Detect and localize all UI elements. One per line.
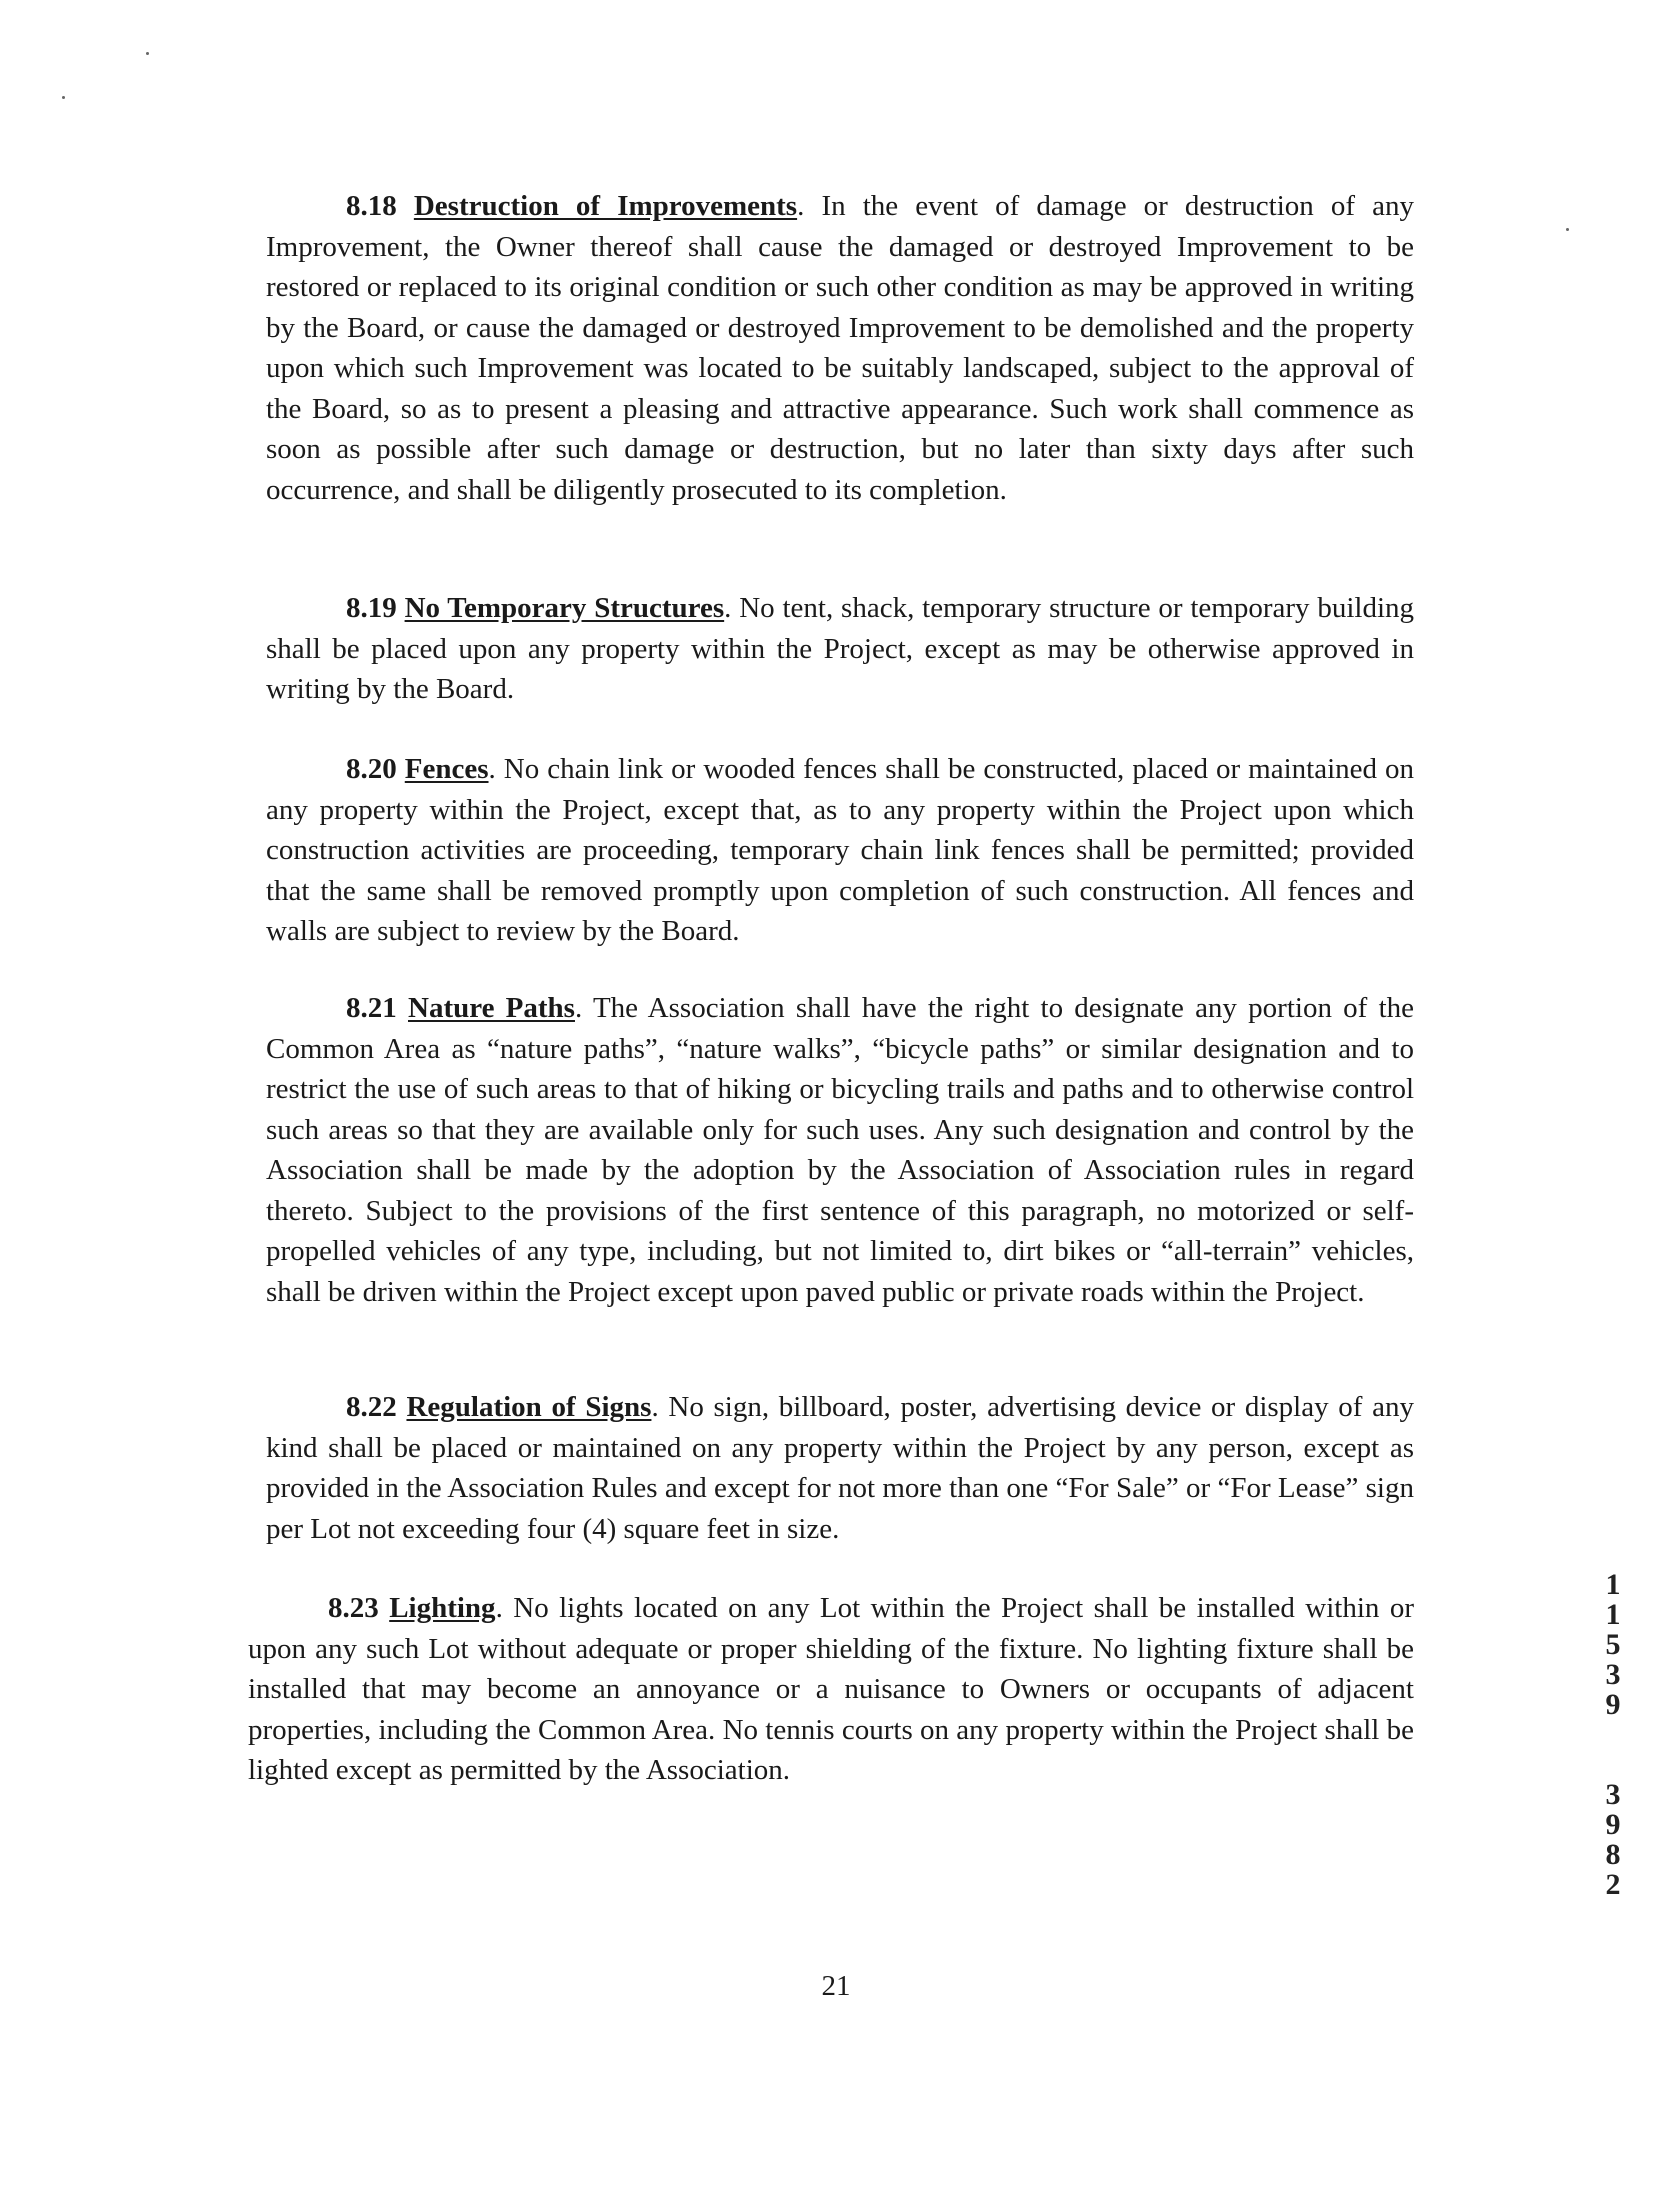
section-8-22: 8.22 Regulation of Signs. No sign, billboard, poster, advertising device or display of any kind shall be placed or maintained on any property within the Project by any person, except as provided in the Association Rules and except for not more than one “For Sale” or “For Lease” sign per Lot not exceeding four (4) square feet in size. [266, 1391, 1415, 1545]
section-8-21: 8.21 Nature Paths. The Association shall have the right to designate any portion of the Common Area as “nature paths”, “nature walks”, “bicycle paths” or similar designation and to restrict the use of such areas to that of hiking or bicycling trails and paths and to otherwise control such areas so that they are available only for such uses. Any such designation and control by the Association shall be made by the adoption by the Association of Association rules in regard thereto. Subject to the provisions of the first sentence of this paragraph, no motorized or self-propelled vehicles of any type, including, but not limited to, dirt bikes or “all-terrain” vehicles, shall be driven within the Project except upon paved public or private roads within the Project. [266, 992, 1415, 1308]
section-8-19: 8.19 No Temporary Structures. No tent, shack, temporary structure or temporary building shall be placed upon any property within the Project, except as may be otherwise approved in writing by the Board. [266, 592, 1415, 705]
section-8-18: 8.18 Destruction of Improvements. In the event of damage or destruction of any Improvement, the Owner thereof shall cause the damaged or destroyed Improvement to be restored or replaced to its original condition or such other condition as may be approved in writing by the Board, or cause the damaged or destroyed Improvement to be demolished and the property upon which such Improvement was located to be suitably landscaped, subject to the approval of the Board, so as to present a pleasing and attractive appearance. Such work shall commence as soon as possible after such damage or destruction, but no later than sixty days after such occurrence, and shall be diligently prosecuted to its completion. [266, 190, 1415, 506]
section-body: No chain link or wooded fences shall be constructed, placed or maintained on any property within the Project, except that, as to any property within the Project upon which construction activities are proceeding, temporary chain link fences shall be permitted; provided that the same shall be removed promptly upon completion of such construction. All fences and walls are subject to review by the Board. [266, 753, 1415, 947]
section-8-23: 8.23 Lighting. No lights located on any Lot within the Project shall be installed within or upon any such Lot without adequate or proper shielding of the fixture. No lighting fixture shall be installed that may become an annoyance or a nuisance to Owners or occupants of adjacent properties, including the Common Area. No tennis courts on any property within the Project shall be lighted except as permitted by the Association. [248, 1592, 1414, 1786]
section-heading: Destruction of Improvements [413, 190, 798, 222]
section-number: 8.18 [346, 190, 397, 222]
section-heading: Regulation of Signs [406, 1391, 652, 1423]
section-body: No tent, shack, temporary structure or temporary building shall be placed upon any property within the Project, except as may be otherwise approved in writing by the Board. [266, 592, 1415, 705]
section-body: No lights located on any Lot within the Project shall be installed within or upon any such Lot without adequate or proper shielding of the fixture. No lighting fixture shall be installed that may become an annoyance or a nuisance to Owners or occupants of adjacent properties, including the Common Area. No tennis courts on any property within the Project shall be lighted except as permitted by the Association. [248, 1592, 1414, 1786]
page-number: 21 [821, 1970, 851, 2002]
section-number: 8.21 [346, 992, 397, 1024]
section-heading: Nature Paths [408, 992, 575, 1024]
scan-speck [1566, 228, 1569, 231]
scan-speck [146, 52, 149, 55]
scan-speck [62, 96, 65, 99]
section-heading: Lighting [389, 1592, 496, 1624]
recording-stamp-bottom: 3 9 8 2 [1605, 1778, 1621, 1901]
recording-stamp-top: 1 1 5 3 9 [1605, 1568, 1621, 1721]
section-body: The Association shall have the right to designate any portion of the Common Area as “nature paths”, “nature walks”, “bicycle paths” or similar designation and to restrict the use of such areas to that of hiking or bicycling trails and paths and to otherwise control such areas so that they are available only for such uses. Any such designation and control by the Association shall be made by the adoption by the Association of Association rules in regard thereto. Subject to the provisions of the first sentence of this paragraph, no motorized or self-propelled vehicles of any type, including, but not limited to, dirt bikes or “all-terrain” vehicles, shall be driven within the Project except upon paved public or private roads within the Project. [266, 992, 1415, 1308]
section-number: 8.23 [328, 1592, 379, 1624]
section-number: 8.19 [346, 592, 397, 624]
section-heading: Fences [404, 753, 489, 785]
section-number: 8.20 [346, 753, 397, 785]
section-heading: No Temporary Structures [404, 592, 725, 624]
section-body: In the event of damage or destruction of any Improvement, the Owner thereof shall cause the damaged or destroyed Improvement to be restored or replaced to its original condition or such other condition as may be approved in writing by the Board, or cause the damaged or destroyed Improvement to be demolished and the property upon which such Improvement was located to be suitably landscaped, subject to the approval of the Board, so as to present a pleasing and attractive appearance. Such work shall commence as soon as possible after such damage or destruction, but no later than sixty days after such occurrence, and shall be diligently prosecuted to its completion. [266, 190, 1415, 506]
section-number: 8.22 [346, 1391, 397, 1423]
section-8-20: 8.20 Fences. No chain link or wooded fences shall be constructed, placed or maintained on any property within the Project, except that, as to any property within the Project upon which construction activities are proceeding, temporary chain link fences shall be permitted; provided that the same shall be removed promptly upon completion of such construction. All fences and walls are subject to review by the Board. [266, 753, 1415, 947]
section-body: No sign, billboard, poster, advertising device or display of any kind shall be placed or maintained on any property within the Project by any person, except as provided in the Association Rules and except for not more than one “For Sale” or “For Lease” sign per Lot not exceeding four (4) square feet in size. [266, 1391, 1415, 1545]
